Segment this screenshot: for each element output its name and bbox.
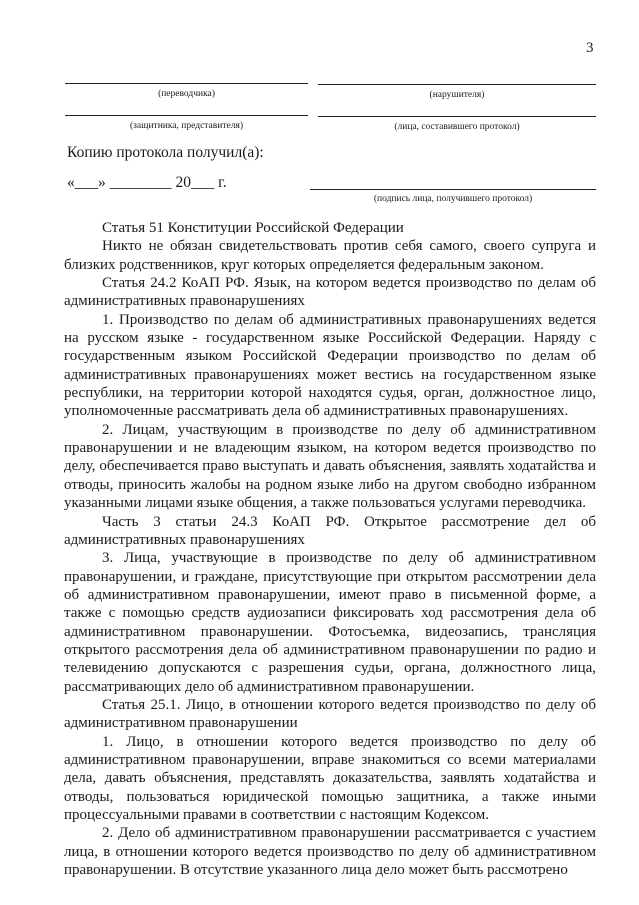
- caption-translator: (переводчика): [158, 89, 215, 99]
- paragraph-constitution-51: Никто не обязан свидетельствовать против себя самого, своего супруга и близких родственников, круг которых определяется федеральным законом.: [64, 238, 596, 273]
- signature-line-offender: [318, 84, 596, 85]
- paragraph-25-1-part-1: 1. Лицо, в отношении которого ведется производство по делу об административном правонарушении, вправе знакомиться со всеми материалами дела, давать объяснения, представлять доказательства, заявлять ходатайства и отводы, пользоваться юридической помощью защитника, а также иными процессуальными правами в соответствии с настоящим Кодексом.: [64, 733, 596, 823]
- heading-article-24-3: Часть 3 статьи 24.3 КоАП РФ. Открытое рассмотрение дел об административных правонарушениях: [64, 513, 596, 548]
- signature-line-receiver: [310, 189, 596, 190]
- signature-line-compiler: [318, 116, 596, 117]
- heading-article-25-1: Статья 25.1. Лицо, в отношении которого ведется производство по делу об административном правонарушении: [64, 696, 596, 732]
- heading-article-24-2: Статья 24.2 КоАП РФ. Язык, на котором ведется производство по делам об административных правонарушениях: [64, 275, 596, 310]
- paragraph-24-3-part-3: 3. Лица, участвующие в производстве по делу об административном правонарушении, и граждане, присутствующие при открытом рассмотрении дела об административном правонарушении, имеют право в письменной форме, а также с помощью средств аудиозаписи фиксировать ход рассмотрения дела об административном правонарушении. Фотосъемка, видеозапись, трансляция открытого рассмотрения дела об административном правонарушении по радио и телевидению допускаются с разрешения судьи, органа, должностного лица, рассматривающих дело об административном правонарушении.: [64, 550, 596, 695]
- signature-line-translator: [65, 83, 308, 84]
- caption-defender: (защитника, представителя): [130, 121, 243, 131]
- paragraph-24-2-part-1: 1. Производство по делам об административных правонарушениях ведется на русском языке - государственном языке Российской Федерации. Наряду с государственным языком Российской Федерации производство по делам об административных правонарушениях может вестись на государственном языке республики, на территории которой находятся судья, орган, должностное лицо, уполномоченные рассматривать дела об административных правонарушениях.: [64, 311, 596, 420]
- caption-receiver: (подпись лица, получившего протокол): [373, 194, 533, 204]
- paragraph-25-1-part-2: 2. Дело об административном правонарушении рассматривается с участием лица, в отношении которого ведется производство по делу об административном правонарушении. В отсутствие указанного лица дело может быть рассмотрено: [64, 825, 596, 879]
- date-line: «___» ________ 20___ г.: [67, 174, 227, 191]
- paragraph-24-2-part-2: 2. Лицам, участвующим в производстве по делу об административном правонарушении и не владеющим языком, на котором ведется производство по делу, обеспечивается право выступать и давать объяснения, заявлять ходатайства и отводы, приносить жалобы на родном языке либо на другом свободно избранном указанными лицами языке общения, а также пользоваться услугами переводчика.: [64, 421, 596, 512]
- copy-received-label: Копию протокола получил(а):: [67, 144, 264, 161]
- page-number: 3: [586, 40, 594, 56]
- signature-line-defender: [65, 115, 308, 116]
- heading-constitution-51: Статья 51 Конституции Российской Федерации: [102, 220, 404, 236]
- caption-compiler: (лица, составившего протокол): [394, 122, 520, 132]
- caption-offender: (нарушителя): [429, 90, 485, 100]
- document-body: [64, 219, 596, 879]
